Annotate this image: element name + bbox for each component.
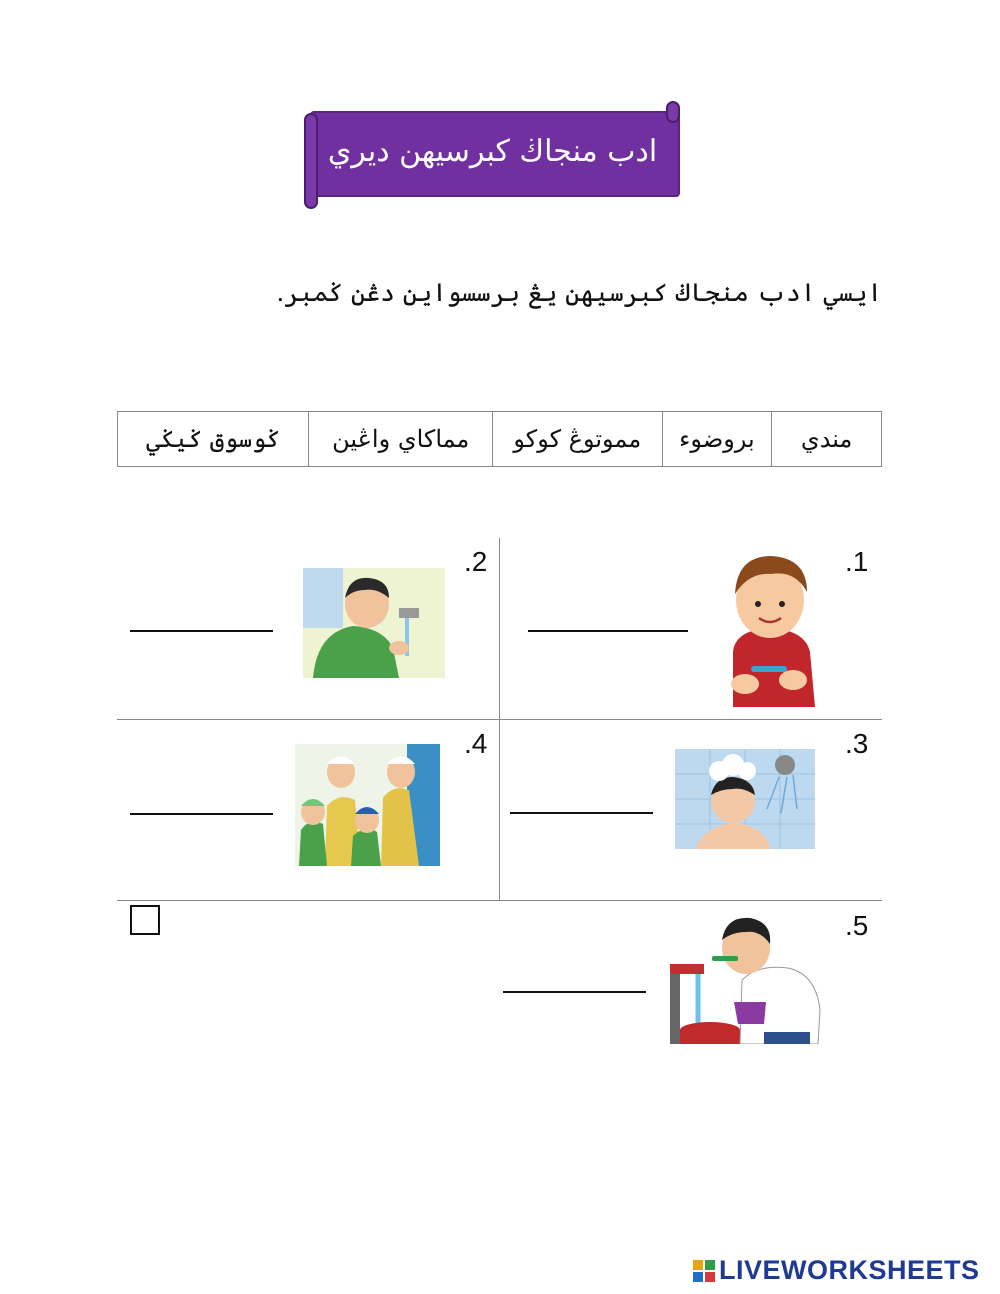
grid-divider (117, 900, 882, 901)
answer-blank[interactable] (503, 991, 646, 993)
logo-mark-icon (693, 1260, 715, 1282)
item-number: .5 (845, 910, 869, 941)
item-number: .2 (464, 546, 488, 577)
answer-blank[interactable] (130, 630, 273, 632)
boy-brushing-teeth-icon (668, 914, 823, 1044)
liveworksheets-logo (693, 1255, 980, 1286)
answer-blank[interactable] (528, 630, 688, 632)
word-bank-cell[interactable]: ݢوسوق ݢيݢي (146, 425, 281, 453)
boy-showering-icon (675, 749, 815, 849)
title-banner (303, 100, 681, 210)
word-bank-cell[interactable]: مموتوڠ كوكو (492, 412, 662, 466)
instruction-text: ايسي ادب منجاڬ كبرسيهن يڠ برسسواين دڠن ݢمبر. (276, 278, 882, 307)
item-number: .3 (845, 728, 869, 759)
boy-washing-hands-wudhu-icon (303, 568, 445, 678)
word-bank-cell[interactable]: مماكاي واڠين (308, 412, 492, 466)
answer-blank[interactable] (510, 812, 653, 814)
page-title: ادب منجاڬ كبرسيهن ديري (327, 133, 658, 169)
boy-holding-toothbrush-icon (715, 552, 825, 707)
answer-blank[interactable] (130, 813, 273, 815)
word-bank-cell[interactable]: بروضوء (662, 412, 772, 466)
item-number: .1 (845, 546, 869, 577)
checkbox[interactable] (130, 905, 160, 935)
word-bank-table (117, 411, 882, 467)
item-number: .4 (464, 728, 488, 759)
grid-divider (117, 719, 882, 720)
logo-text: LIVEWORKSHEETS (719, 1255, 980, 1285)
boys-applying-perfume-icon (295, 744, 440, 866)
word-bank-cell[interactable]: مندي (771, 412, 881, 466)
